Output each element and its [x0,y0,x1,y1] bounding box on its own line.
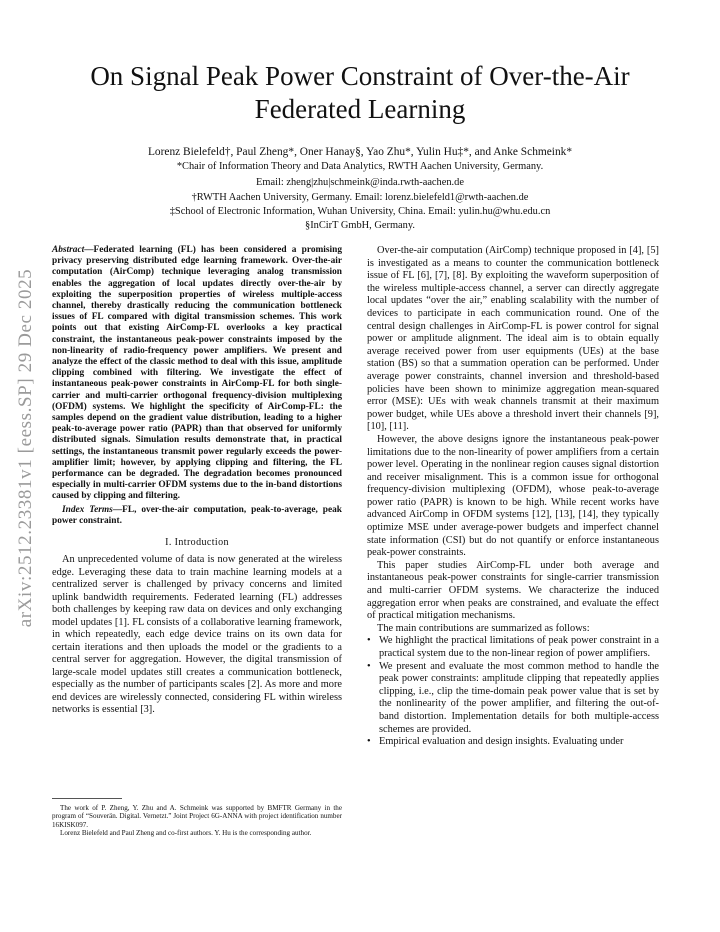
index-terms-label: Index Terms [62,504,113,515]
list-item: • Empirical evaluation and design insights. Evaluating under [367,736,624,748]
intro-paragraph: An unprecedented volume of data is now generated at the wireless edge. Leveraging these data to train machine learning models at a centralized server is challenged by privacy concerns and limited uplink bandwidth requirements. Federated learning (FL) addresses both challenges by keeping raw data on devices and only exchanging model updates [1]. FL consists of a collaborative learning framework, in which repeatedly, each edge device trains on its own data for certain iterations and then uploads the model or the gradients to a central server for aggregation. However, the digital transmission of large-scale model updates still creates a communication bottleneck, especially as the number of participants scales [2]. As more and more end devices are wirelessly connected, considering FL within wireless networks is essential [3]. [52,554,342,716]
section-heading-introduction: I. Introduction [165,537,229,549]
bullet-icon: • [367,635,371,647]
paper-title: On Signal Peak Power Constraint of Over-the-Air Federated Learning [90,61,630,124]
left-column [52,245,342,717]
bullet-icon: • [367,736,371,748]
paragraph-aircomp: Over-the-air computation (AirComp) technique proposed in [4], [5] is investigated as a means to counter the communication bottleneck issue of FL [6], [7], [8]. By exploiting the waveform superposition of the wireless multiple-access channel, a server can directly aggregate local updates “over the air,” enabling scalability with the number of devices to participate in each communication round. One of the central design challenges in AirComp-FL is power control for signal power or amplitude alignment. The ideal aim is to obtain equally average received power from user equipments (UEs) at the base station (BS) so that a summation operation can be performed. Under average power constraints, channel inversion and threshold-based policies have been shown to minimize aggregation mean-squared error (MSE): UEs with weak channels transmit at their maximum power budget, while UEs above a threshold invert their channels [9], [10], [11]. [367,245,659,433]
list-item: • We highlight the practical limitations of peak power constraint in a practical system due to the non-linear region of power amplifiers. [367,635,659,659]
affiliation-4: §InCirT GmbH, Germany. [305,220,415,231]
footnote-rule [52,798,122,799]
right-column [367,245,659,749]
abstract-label: Abstract [52,245,85,255]
contribution-list [367,635,659,748]
index-terms-text: —FL, over-the-air computation, peak-to-average, peak power constraint. [52,504,342,526]
list-item: • We present and evaluate the most common method to handle the peak power constraints: amplitude clipping that repeatedly applies clipping, i.e., clip the time-domain peak power value that is set by the nonlinearity of the power amplifier, and filtering the out-of-band distortion. Implementation details for both multiple-access schemes are provided. [367,660,659,735]
arxiv-identifier: arXiv:2512.23381v1 [eess.SP] 29 Dec 2025 [15,268,36,628]
paragraph-peak-power: However, the above designs ignore the instantaneous peak-power limitations due to the non-linearity of power amplifiers from a certain power level. Operating in the nonlinear region causes signal distortion and receiver misalignment. This is a common issue for orthogonal frequency-division multiplexing (OFDM), whose peak-to-average power ratio (PAPR) is known to be high. While recent works have advanced AirComp in OFDM systems [12], [13], [14], they typically optimize MSE under average-power budgets and imperfect channel state information (CSI) but do not quantify or enforce instantaneous peak-power constraints. [367,433,659,559]
abstract [52,245,342,503]
affiliation-1: *Chair of Information Theory and Data Analytics, RWTH Aachen University, Germany. [176,161,544,172]
index-terms [52,505,342,527]
abstract-text: —Federated learning (FL) has been considered a promising privacy preserving distributed edge learning framework. Over-the-air computation (AirComp) technique leveraging analog transmission enables the aggregation of local updates directly over-the-air by exploiting the superposition properties of wireless multiple-access channel, thereby drastically reducing the communication bottleneck issues of FL compared with digital transmission schemes. This work points out that existing AirComp-FL overlooks a key practical constraint, the instantaneous peak-power constraints imposed by the non-linearity of radio-frequency power amplifiers. We present and analyze the effect of the classic method to deal with this issue, amplitude clipping combined with filtering. We investigate the effect of instantaneous peak-power constraints in AirComp-FL for both single-carrier and multi-carrier orthogonal frequency-division multiplexing (OFDM) systems. We highlight the specificity of AirComp-FL: the samples depend on the gradient value distribution, leading to a higher peak-to-average power ratio (PAPR) than that observed for uniformly distributed signals. Simulation results demonstrate that, in practical settings, the instantaneous transmit power regularly exceeds the power-amplifier limit; however, by applying clipping and filtering, the FL performance can be degraded. The degradation becomes pronounced especially in multi-carrier OFDM systems due to the in-band distortions caused by clipping and filtering. [52,245,342,502]
footnote-funding: The work of P. Zheng, Y. Zhu and A. Schmeink was supported by BMFTR Germany in the program of “Souverän. Digital. Vernetzt.” Joint Project 6G-ANNA with project identification number 16KISK097. [52,804,342,829]
bullet-icon: • [367,660,371,672]
footnotes [52,804,342,838]
affiliation-3: ‡School of Electronic Information, Wuhan University, China. Email: yulin.hu@whu.edu.cn [169,206,551,217]
affiliation-email-1: Email: zheng|zhu|schmeink@inda.rwth-aachen.de [256,177,464,188]
author-list: Lorenz Bielefeld†, Paul Zheng*, Oner Hanay§, Yao Zhu*, Yulin Hu‡*, and Anke Schmeink* [147,146,573,158]
paragraph-scope: This paper studies AirComp-FL under both average and instantaneous peak-power constraints for single-carrier transmission and multi-carrier OFDM systems. We characterize the induced aggregation error when peaks are constrained, and evaluate the effect of practical mitigation mechanisms. [367,559,659,622]
paragraph-contrib-intro: The main contributions are summarized as follows: [377,622,590,634]
footnote-authors: Lorenz Bielefeld and Paul Zheng and co-first authors. Y. Hu is the corresponding author. [60,829,312,838]
affiliation-2: †RWTH Aachen University, Germany. Email: lorenz.bielefeld1@rwth-aachen.de [191,192,529,203]
